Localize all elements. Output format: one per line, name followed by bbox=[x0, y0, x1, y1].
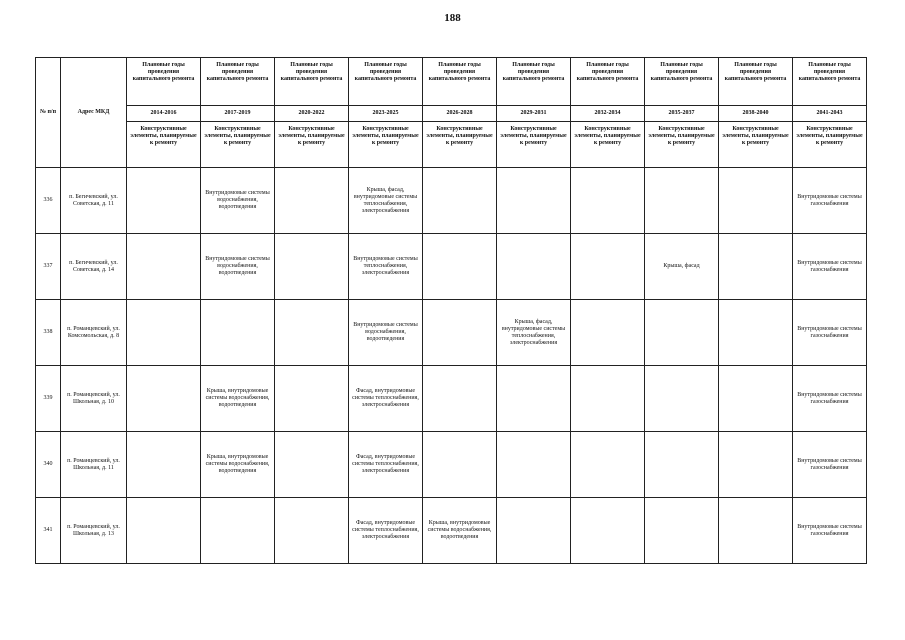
row-works-cell: Внутридомовые системы водоснабжения, водоотведения bbox=[201, 168, 275, 234]
table-row bbox=[36, 234, 867, 300]
header-period-years: 2041-2043 bbox=[793, 106, 867, 122]
row-works-cell bbox=[719, 234, 793, 300]
row-works-cell bbox=[497, 498, 571, 564]
row-works-cell bbox=[275, 366, 349, 432]
header-period-elements: Конструктивные элементы, планируемые к ремонту bbox=[275, 122, 349, 168]
row-number: 338 bbox=[36, 300, 61, 366]
row-works-cell bbox=[571, 432, 645, 498]
row-works-cell bbox=[719, 366, 793, 432]
table-row bbox=[36, 168, 867, 234]
header-period-title: Плановые годы проведения капитального ремонта bbox=[275, 58, 349, 106]
row-works-cell bbox=[645, 300, 719, 366]
row-works-cell: Крыша, фасад, внутридомовые системы теплоснабжения, электроснабжения bbox=[497, 300, 571, 366]
header-period-elements: Конструктивные элементы, планируемые к ремонту bbox=[793, 122, 867, 168]
row-works-cell bbox=[719, 300, 793, 366]
row-number: 337 bbox=[36, 234, 61, 300]
header-period-years: 2026-2028 bbox=[423, 106, 497, 122]
header-period-elements: Конструктивные элементы, планируемые к ремонту bbox=[349, 122, 423, 168]
header-period-elements: Конструктивные элементы, планируемые к ремонту bbox=[571, 122, 645, 168]
row-works-cell bbox=[423, 432, 497, 498]
row-works-cell: Внутридомовые системы газоснабжения bbox=[793, 300, 867, 366]
row-works-cell bbox=[497, 168, 571, 234]
header-period-elements: Конструктивные элементы, планируемые к ремонту bbox=[127, 122, 201, 168]
row-works-cell: Фасад, внутридомовые системы теплоснабжения, электроснабжения bbox=[349, 366, 423, 432]
row-works-cell bbox=[645, 498, 719, 564]
capital-repair-plan-table bbox=[35, 57, 867, 564]
header-period-years: 2038-2040 bbox=[719, 106, 793, 122]
row-number: 340 bbox=[36, 432, 61, 498]
header-period-elements: Конструктивные элементы, планируемые к ремонту bbox=[201, 122, 275, 168]
page-number: 188 bbox=[444, 12, 461, 24]
row-address: п. Романцевский, ул. Комсомольская, д. 8 bbox=[61, 300, 127, 366]
header-period-years: 2020-2022 bbox=[275, 106, 349, 122]
header-period-years: 2023-2025 bbox=[349, 106, 423, 122]
row-address: п. Бегичевский, ул. Советская, д. 11 bbox=[61, 168, 127, 234]
row-works-cell bbox=[275, 498, 349, 564]
row-works-cell bbox=[127, 300, 201, 366]
header-period-title: Плановые годы проведения капитального ремонта bbox=[645, 58, 719, 106]
row-works-cell: Крыша, фасад, внутридомовые системы теплоснабжения, электроснабжения bbox=[349, 168, 423, 234]
row-works-cell: Крыша, внутридомовые системы водоснабжения, водоотведения bbox=[201, 432, 275, 498]
table-row bbox=[36, 432, 867, 498]
row-address: п. Романцевский, ул. Школьная, д. 11 bbox=[61, 432, 127, 498]
row-works-cell bbox=[423, 234, 497, 300]
row-works-cell bbox=[127, 432, 201, 498]
row-number: 336 bbox=[36, 168, 61, 234]
row-works-cell bbox=[127, 498, 201, 564]
header-period-elements: Конструктивные элементы, планируемые к ремонту bbox=[645, 122, 719, 168]
row-number: 341 bbox=[36, 498, 61, 564]
row-works-cell: Фасад, внутридомовые системы теплоснабжения, электроснабжения bbox=[349, 498, 423, 564]
row-works-cell: Фасад, внутридомовые системы теплоснабжения, электроснабжения bbox=[349, 432, 423, 498]
row-works-cell bbox=[201, 498, 275, 564]
header-period-title: Плановые годы проведения капитального ремонта bbox=[349, 58, 423, 106]
row-works-cell bbox=[645, 168, 719, 234]
row-works-cell: Внутридомовые системы газоснабжения bbox=[793, 432, 867, 498]
row-works-cell bbox=[497, 366, 571, 432]
header-period-title: Плановые годы проведения капитального ремонта bbox=[497, 58, 571, 106]
header-period-years: 2017-2019 bbox=[201, 106, 275, 122]
row-works-cell: Внутридомовые системы газоснабжения bbox=[793, 234, 867, 300]
header-period-elements: Конструктивные элементы, планируемые к ремонту bbox=[497, 122, 571, 168]
row-works-cell: Крыша, внутридомовые системы водоснабжения, водоотведения bbox=[201, 366, 275, 432]
row-works-cell: Крыша, фасад bbox=[645, 234, 719, 300]
row-works-cell bbox=[571, 366, 645, 432]
row-works-cell bbox=[645, 366, 719, 432]
row-works-cell bbox=[571, 300, 645, 366]
header-period-title: Плановые годы проведения капитального ремонта bbox=[423, 58, 497, 106]
header-period-years: 2029-2031 bbox=[497, 106, 571, 122]
row-works-cell bbox=[645, 432, 719, 498]
row-works-cell bbox=[127, 234, 201, 300]
row-works-cell bbox=[719, 498, 793, 564]
table-row bbox=[36, 498, 867, 564]
row-works-cell bbox=[571, 234, 645, 300]
row-works-cell bbox=[497, 234, 571, 300]
table-row bbox=[36, 300, 867, 366]
row-works-cell bbox=[497, 432, 571, 498]
row-works-cell bbox=[719, 168, 793, 234]
row-works-cell: Внутридомовые системы теплоснабжения, электроснабжения bbox=[349, 234, 423, 300]
row-works-cell bbox=[275, 168, 349, 234]
header-period-elements: Конструктивные элементы, планируемые к ремонту bbox=[423, 122, 497, 168]
row-address: п. Романцевский, ул. Школьная, д. 10 bbox=[61, 366, 127, 432]
row-works-cell bbox=[423, 168, 497, 234]
row-address: п. Бегичевский, ул. Советская, д. 14 bbox=[61, 234, 127, 300]
row-works-cell bbox=[127, 366, 201, 432]
row-works-cell bbox=[719, 432, 793, 498]
row-works-cell bbox=[275, 300, 349, 366]
row-works-cell: Внутридомовые системы водоснабжения, водоотведения bbox=[201, 234, 275, 300]
row-works-cell: Внутридомовые системы газоснабжения bbox=[793, 168, 867, 234]
row-works-cell: Крыша, внутридомовые системы водоснабжения, водоотведения bbox=[423, 498, 497, 564]
header-period-title: Плановые годы проведения капитального ремонта bbox=[127, 58, 201, 106]
row-works-cell bbox=[275, 234, 349, 300]
row-works-cell: Внутридомовые системы газоснабжения bbox=[793, 366, 867, 432]
row-works-cell: Внутридомовые системы газоснабжения bbox=[793, 498, 867, 564]
header-num: № п/п bbox=[36, 58, 61, 168]
header-period-title: Плановые годы проведения капитального ремонта bbox=[719, 58, 793, 106]
row-works-cell bbox=[275, 432, 349, 498]
row-works-cell bbox=[571, 168, 645, 234]
header-period-title: Плановые годы проведения капитального ремонта bbox=[793, 58, 867, 106]
header-period-years: 2014-2016 bbox=[127, 106, 201, 122]
row-works-cell: Внутридомовые системы водоснабжения, водоотведения bbox=[349, 300, 423, 366]
header-period-years: 2035-2037 bbox=[645, 106, 719, 122]
row-works-cell bbox=[423, 366, 497, 432]
header-address: Адрес МКД bbox=[61, 58, 127, 168]
row-number: 339 bbox=[36, 366, 61, 432]
row-address: п. Романцевский, ул. Школьная, д. 13 bbox=[61, 498, 127, 564]
row-works-cell bbox=[571, 498, 645, 564]
header-period-title: Плановые годы проведения капитального ремонта bbox=[201, 58, 275, 106]
header-period-elements: Конструктивные элементы, планируемые к ремонту bbox=[719, 122, 793, 168]
row-works-cell bbox=[127, 168, 201, 234]
header-period-years: 2032-2034 bbox=[571, 106, 645, 122]
row-works-cell bbox=[423, 300, 497, 366]
header-period-title: Плановые годы проведения капитального ремонта bbox=[571, 58, 645, 106]
row-works-cell bbox=[201, 300, 275, 366]
table-row bbox=[36, 366, 867, 432]
